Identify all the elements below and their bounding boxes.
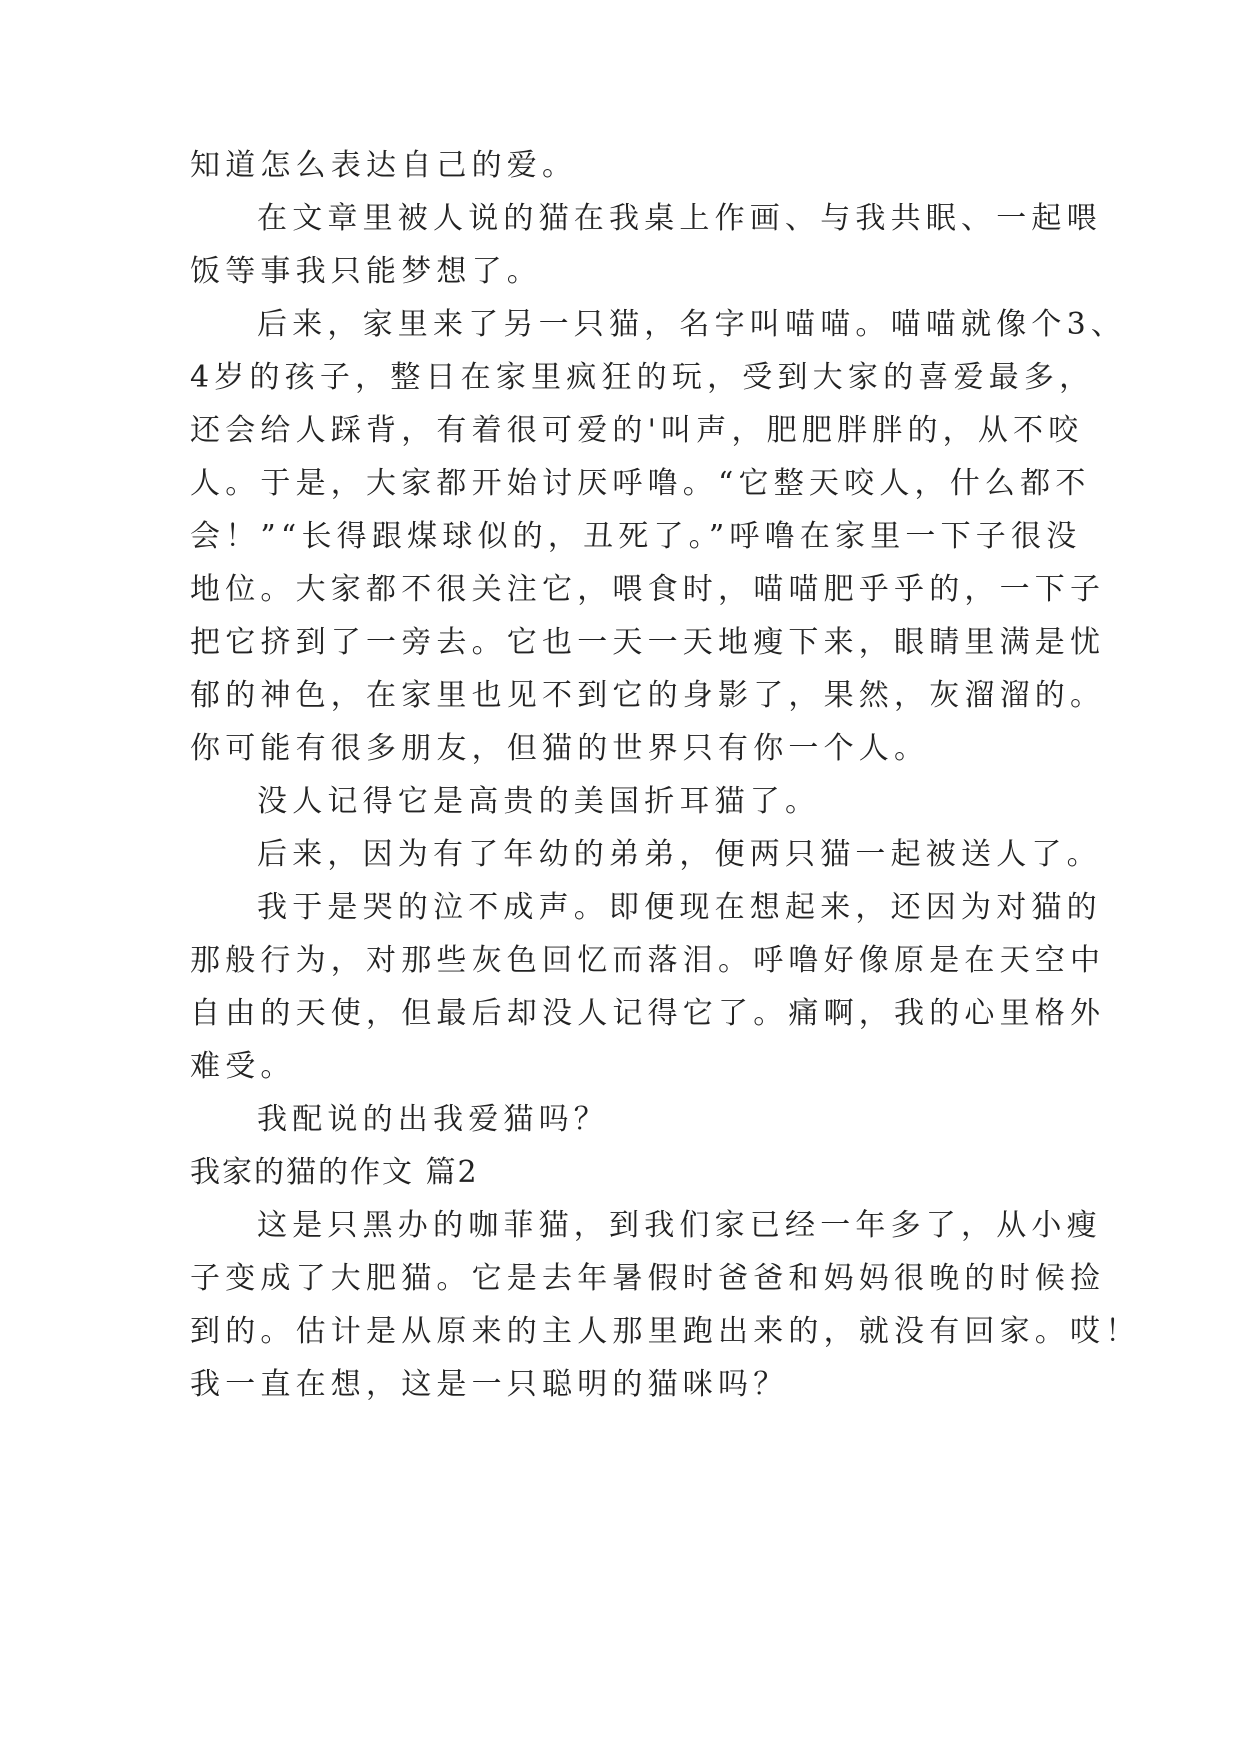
text-line: 那般行为，对那些灰色回忆而落泪。呼噜好像原是在天空中 bbox=[190, 943, 1106, 978]
section-heading: 我家的猫的作文 篇2 bbox=[190, 1155, 479, 1190]
paragraph-start: 这是只黑办的咖菲猫，到我们家已经一年多了，从小瘦 bbox=[257, 1208, 1102, 1243]
text-line: 地位。大家都不很关注它，喂食时，喵喵肥乎乎的，一下子 bbox=[190, 572, 1106, 607]
paragraph-start: 我于是哭的泣不成声。即便现在想起来，还因为对猫的 bbox=[257, 890, 1102, 925]
text-line: 4岁的孩子，整日在家里疯狂的玩，受到大家的喜爱最多， bbox=[190, 360, 1095, 395]
paragraph-start: 后来，家里来了另一只猫，名字叫喵喵。喵喵就像个3、 bbox=[257, 307, 1127, 342]
text-line: 我一直在想，这是一只聪明的猫咪吗？ bbox=[190, 1367, 789, 1402]
text-line: 会！”“长得跟煤球似的，丑死了。”呼噜在家里一下子很没 bbox=[190, 519, 1082, 554]
paragraph-start: 后来，因为有了年幼的弟弟，便两只猫一起被送人了。 bbox=[257, 837, 1102, 872]
paragraph-start: 没人记得它是高贵的美国折耳猫了。 bbox=[257, 784, 821, 819]
text-line: 知道怎么表达自己的爱。 bbox=[190, 148, 578, 183]
text-line: 子变成了大肥猫。它是去年暑假时爸爸和妈妈很晚的时候捡 bbox=[190, 1261, 1106, 1296]
text-line: 把它挤到了一旁去。它也一天一天地瘦下来，眼睛里满是忧 bbox=[190, 625, 1106, 660]
text-line: 你可能有很多朋友，但猫的世界只有你一个人。 bbox=[190, 731, 930, 766]
text-line: 到的。估计是从原来的主人那里跑出来的，就没有回家。哎！ bbox=[190, 1314, 1141, 1349]
text-line: 自由的天使，但最后却没人记得它了。痛啊，我的心里格外 bbox=[190, 996, 1106, 1031]
paragraph-start: 我配说的出我爱猫吗？ bbox=[257, 1102, 609, 1137]
text-line: 还会给人踩背，有着很可爱的'叫声，肥肥胖胖的，从不咬 bbox=[190, 413, 1084, 448]
text-line: 郁的神色，在家里也见不到它的身影了，果然，灰溜溜的。 bbox=[190, 678, 1106, 713]
text-line: 饭等事我只能梦想了。 bbox=[190, 254, 542, 289]
paragraph-start: 在文章里被人说的猫在我桌上作画、与我共眠、一起喂 bbox=[257, 201, 1102, 236]
text-line: 人。于是，大家都开始讨厌呼噜。“它整天咬人，什么都不 bbox=[190, 466, 1091, 501]
text-line: 难受。 bbox=[190, 1049, 296, 1084]
